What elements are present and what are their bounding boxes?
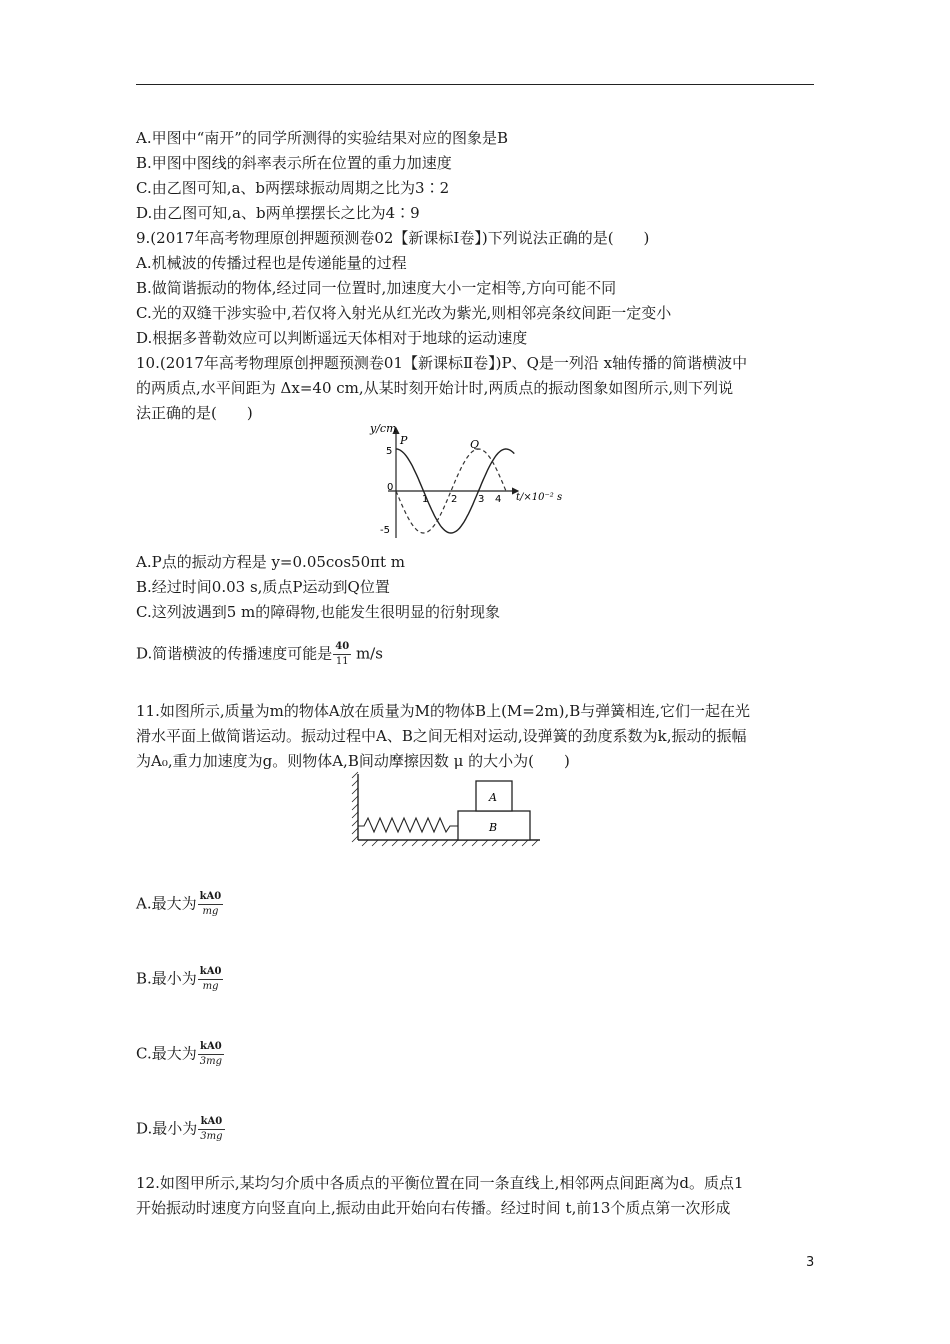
curve-q-label: Q [470,438,480,451]
y-tick-pos: 5 [386,446,393,457]
q10-stem-line2: 的两质点,水平间距为 Δx=40 cm,从某时刻开始计时,两质点的振动图象如图所示,则下列说 [136,379,734,397]
q8-option-a: A.甲图中“南开”的同学所测得的实验结果对应的图象是B [136,129,508,147]
q10-stem-line1: 10.(2017年高考物理原创押题预测卷01【新课标Ⅱ卷】)P、Q是一列沿 x轴传播的简谐横波中 [136,354,748,372]
q8-option-b: B.甲图中图线的斜率表示所在位置的重力加速度 [136,154,452,172]
floor-hatching [362,840,538,846]
q11-option-c-prefix: C.最大为 [136,1044,197,1063]
q11-c-numerator: kA0 [198,1040,224,1055]
q11-a-numerator: kA0 [198,890,224,905]
q11-b-numerator: kA0 [198,965,224,980]
q11-stem-line3: 为A₀,重力加速度为g。则物体A,B间动摩擦因数 μ 的大小为( ) [136,752,570,770]
curve-p-label: P [400,434,408,447]
page-number: 3 [806,1255,815,1270]
q12-stem-line2: 开始振动时速度方向竖直向上,振动由此开始向右传播。经过时间 t,前13个质点第一次形成 [136,1199,731,1217]
q9-stem: 9.(2017年高考物理原创押题预测卷02【新课标Ⅰ卷】)下列说法正确的是( ) [136,229,650,247]
vibration-graph [360,418,580,543]
q9-option-d: D.根据多普勒效应可以判断遥远天体相对于地球的运动速度 [136,329,528,347]
q11-option-b-fraction [198,965,224,994]
q11-stem-line2: 滑水平面上做简谐运动。振动过程中A、B之间无相对运动,设弹簧的劲度系数为k,振动的振幅 [136,727,747,745]
header-rule [136,84,814,85]
q11-option-a-fraction [198,890,224,919]
q11-d-numerator: kA0 [198,1115,224,1130]
y-axis-label: y/cm [370,422,397,435]
spring [358,818,458,832]
q11-option-c [136,1040,224,1069]
q11-option-b-prefix: B.最小为 [136,969,197,988]
q11-a-denominator: mg [202,906,219,917]
q10-option-c: C.这列波遇到5 m的障碍物,也能发生很明显的衍射现象 [136,603,501,621]
q8-option-c: C.由乙图可知,a、b两摆球振动周期之比为3∶2 [136,179,450,197]
q10-d-numerator: 40 [333,640,351,655]
q11-option-d-fraction [198,1115,224,1144]
q12-stem-line1: 12.如图甲所示,某均匀介质中各质点的平衡位置在同一条直线上,相邻两点间距离为d。质点1 [136,1174,744,1192]
q11-d-denominator: 3mg [200,1131,223,1142]
q11-option-d [136,1115,225,1144]
block-b-label: B [489,821,498,834]
q10-option-a: A.P点的振动方程是 y=0.05cos50πt m [136,553,405,571]
q11-stem-line1: 11.如图所示,质量为m的物体A放在质量为M的物体B上(M=2m),B与弹簧相连,它们一起在光 [136,702,751,720]
q8-option-d: D.由乙图可知,a、b两单摆摆长之比为4∶9 [136,204,420,222]
wall-hatching [352,772,358,842]
x-tick-1: 1 [422,494,429,505]
x-axis-label: t/×10⁻² s [516,492,563,503]
q9-option-c: C.光的双缝干涉实验中,若仅将入射光从红光改为紫光,则相邻亮条纹间距一定变小 [136,304,672,322]
q10-option-b: B.经过时间0.03 s,质点P运动到Q位置 [136,578,390,596]
q10-stem-line3: 法正确的是( ) [136,404,253,422]
q10-option-d [136,640,383,669]
x-tick-2: 2 [451,494,458,505]
q11-option-a-prefix: A.最大为 [136,894,197,913]
q10-option-d-prefix: D.简谐横波的传播速度可能是 [136,644,333,663]
x-tick-4: 4 [495,494,502,505]
q11-option-a [136,890,223,919]
q9-option-a: A.机械波的传播过程也是传递能量的过程 [136,254,407,272]
q10-option-d-unit: m/s [351,644,383,663]
q9-option-b: B.做简谐振动的物体,经过同一位置时,加速度大小一定相等,方向可能不同 [136,279,617,297]
q11-b-denominator: mg [202,981,219,992]
q11-option-d-prefix: D.最小为 [136,1119,198,1138]
block-a-label: A [489,791,497,804]
q11-option-b [136,965,223,994]
origin-label: 0 [387,482,394,493]
q10-option-d-fraction [333,640,351,669]
q11-c-denominator: 3mg [199,1056,222,1067]
x-tick-3: 3 [478,494,485,505]
spring-block-diagram [350,770,550,850]
q11-option-c-fraction [198,1040,224,1069]
y-tick-neg: -5 [380,525,390,536]
q10-d-denominator: 11 [335,656,349,667]
